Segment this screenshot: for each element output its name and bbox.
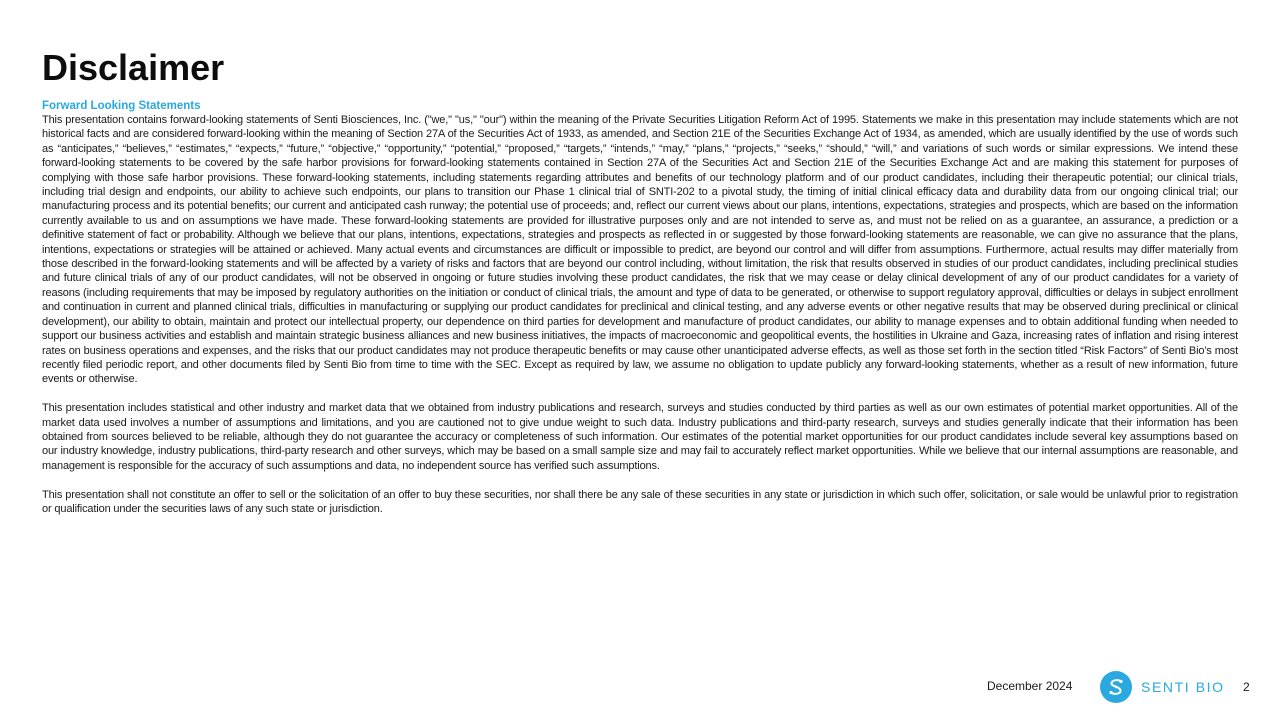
- paragraph-market-data: This presentation includes statistical and other industry and market data that we obtained from industry publications and research, surveys and studies conducted by third parties as well as our own estimates of potential market opportunities. All of the market data used involves a number of assumptions and limitations, and you are cautioned not to give undue weight to such data. Industry publications and third-party research, surveys and studies generally indicate that their information has been obtained from sources believed to be reliable, although they do not guarantee the accuracy or completeness of such information. Our estimates of the potential market opportunities for our product candidates include several key assumptions based on our industry knowledge, industry publications, third-party research and other surveys, which may be based on a small sample size and may fail to accurately reflect market opportunities. While we believe that our internal assumptions are reasonable, and management is responsible for the accuracy of such assumptions and data, no independent source has verified such assumptions.: [42, 402, 1238, 472]
- page-number: 2: [1243, 680, 1250, 694]
- disclaimer-body: [42, 99, 1238, 516]
- footer-date: December 2024: [987, 679, 1073, 693]
- company-logo: [1100, 671, 1225, 703]
- section-subheading: Forward Looking Statements: [42, 100, 201, 112]
- senti-bio-logo-icon: [1100, 671, 1132, 703]
- logo-wordmark: SENTI BIO: [1141, 679, 1225, 695]
- paragraph-offer: This presentation shall not constitute an offer to sell or the solicitation of an offer to buy these securities, nor shall there be any sale of these securities in any state or jurisdiction in which such offer, solicitation, or sale would be unlawful prior to registration or qualification under the securities laws of any such state or jurisdiction.: [42, 488, 1238, 515]
- page-title: Disclaimer: [42, 47, 225, 88]
- paragraph-forward-looking: This presentation contains forward-looking statements of Senti Biosciences, Inc. ("we," "us," "our") within the meaning of the Private Securities Litigation Reform Act of 1995. Statements we make in this presentation may include statements which are not historical facts and are considered forward-looking within the meaning of Section 27A of the Securities Act of 1933, as amended, and Section 21E of the Securities Exchange Act of 1934, as amended, which are usually identified by the use of words such as “anticipates,” “believes,” “estimates,” “expects,” “future,” “objective,” “opportunity,” “potential,” “proposed,” “targets,” “intends,” “may,” “plans,” “projects,” “seeks,” “should,” “will,” and variations of such words or similar expressions. We intend these forward-looking statements to be covered by the safe harbor provisions for forward-looking statements contained in Section 27A of the Securities Act and Section 21E of the Securities Exchange Act and are making this statement for purposes of complying with those safe harbor provisions. These forward-looking statements, including statements regarding attributes and benefits of our technology platform and of our product candidates, including their therapeutic potential; our clinical trials, including trial design and endpoints, our ability to achieve such endpoints, our plans to transition our Phase 1 clinical trial of SNTI-202 to a pivotal study, the timing of initial clinical efficacy data and durability data from our ongoing clinical trial; our manufacturing process and its potential benefits; our current and anticipated cash runway; the potential use of proceeds; and, reflect our current views about our plans, intentions, expectations, strategies and prospects, which are based on the information currently available to us and on assumptions we have made. These forward-looking statements are provided for illustrative purposes only and are not intended to serve as, and must not be relied on as a guarantee, an assurance, a prediction or a definitive statement of fact or probability. Although we believe that our plans, intentions, expectations, strategies and prospects as reflected in or suggested by those forward-looking statements are reasonable, we can give no assurance that the plans, intentions, expectations or strategies will be attained or achieved. Many actual events and circumstances are difficult or impossible to predict, are beyond our control and will differ from assumptions. Furthermore, actual results may differ materially from those described in the forward-looking statements and will be affected by a variety of risks and factors that are beyond our control including, without limitation, the risk that results observed in studies of our product candidates, including preclinical studies and future clinical trials of any of our product candidates, will not be observed in ongoing or future studies involving these product candidates, the risk that we may cease or delay clinical development of any of our product candidates for a variety of reasons (including requirements that may be imposed by regulatory authorities on the initiation or conduct of clinical trials, the amount and type of data to be generated, or otherwise to support regulatory approval, difficulties or delays in subject enrollment and continuation in current and planned clinical trials, difficulties in manufacturing or supplying our product candidates for preclinical and clinical testing, and any adverse events or other negative results that may be observed during preclinical or clinical development), our ability to obtain, maintain and protect our intellectual property, our dependence on third parties for development and manufacture of product candidates, our ability to manage expenses and to obtain additional funding when needed to support our business activities and establish and maintain strategic business alliances and new business initiatives, the impacts of macroeconomic and geopolitical events, the hostilities in Ukraine and Gaza, increasing rates of inflation and rising interest rates on business operations and expenses, and the risks that our product candidates may not produce therapeutic benefits or may cause other unanticipated adverse effects, as well as those set forth in the section titled “Risk Factors” of Senti Bio’s most recently filed periodic report, and other documents filed by Senti Bio from time to time with the SEC. Except as required by law, we assume no obligation to update publicly any forward-looking statements, whether as a result of new information, future events or otherwise.: [42, 114, 1238, 386]
